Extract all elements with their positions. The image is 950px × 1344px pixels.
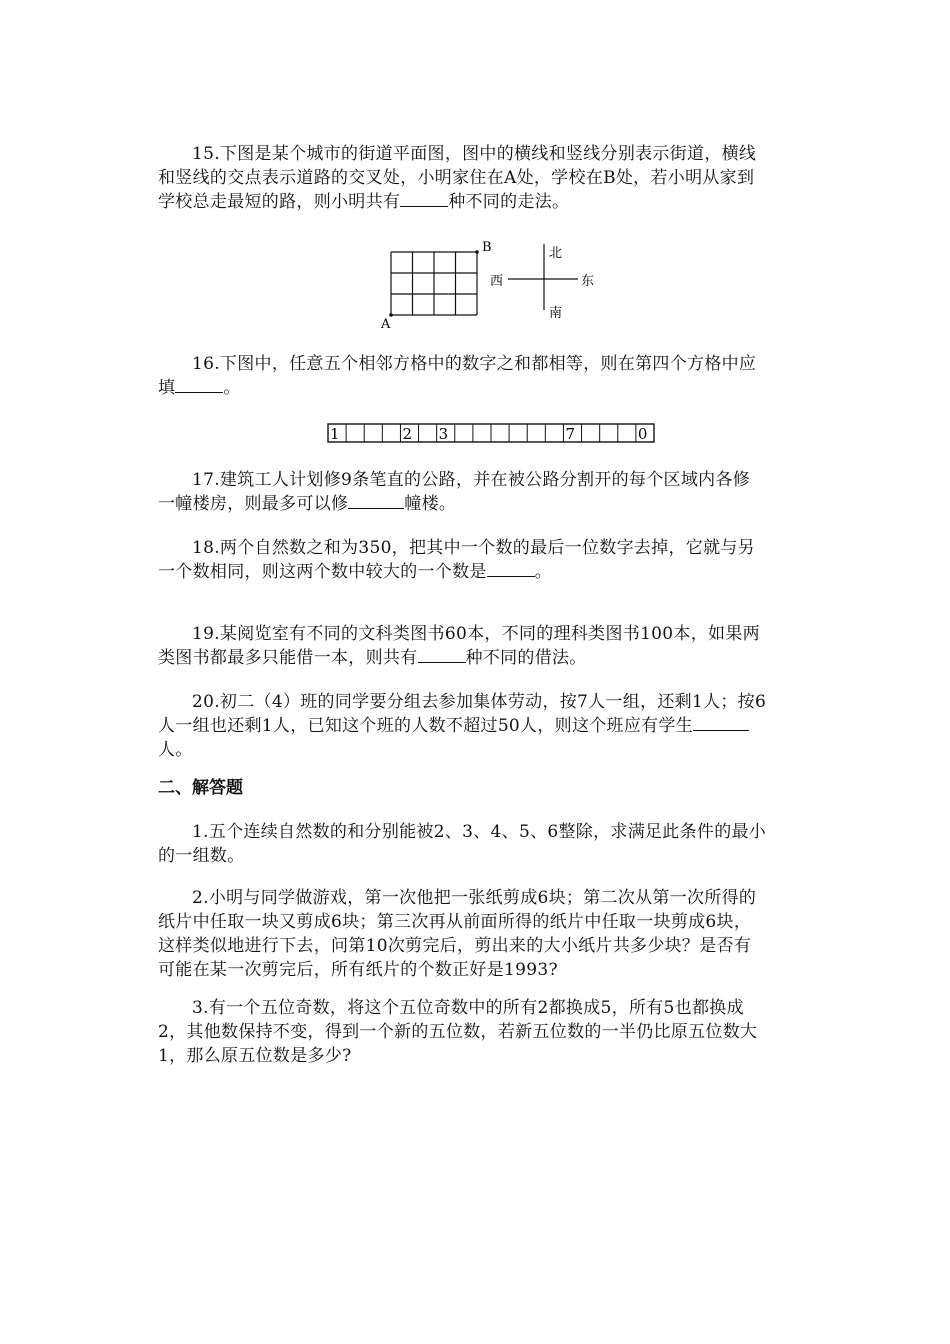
compass-north-label: 北 bbox=[549, 246, 563, 261]
problem-15-line-3: 学校总走最短的路，则小明共有 种不同的走法。 bbox=[158, 192, 570, 212]
question-1-line-1: 1.五个连续自然数的和分别能被2、3、4、5、6整除，求满足此条件的最小 bbox=[192, 822, 767, 842]
problem-19-line-2: 类图书都最多只能借一本，则共有 种不同的借法。 bbox=[158, 648, 587, 668]
compass-west-label: 西 bbox=[490, 274, 504, 289]
problem-20 bbox=[158, 690, 824, 762]
question-2-line-1: 2.小明与同学做游戏，第一次他把一张纸剪成6块；第二次从第一次所得的 bbox=[192, 888, 757, 908]
problem-17 bbox=[158, 468, 824, 516]
answer-blank bbox=[693, 714, 749, 731]
strip-cell-5: 2 bbox=[402, 425, 412, 443]
point-b-label: B bbox=[482, 240, 492, 255]
problem-18-line-1: 18.两个自然数之和为350，把其中一个数的最后一位数字去掉，它就与另 bbox=[192, 538, 755, 558]
problem-19 bbox=[158, 622, 824, 670]
question-2-line-2: 纸片中任取一块又剪成6块；第三次再从前面所得的纸片中任取一块剪成6块， bbox=[158, 912, 752, 932]
problem-19-line-1: 19.某阅览室有不同的文科类图书60本，不同的理科类图书100本，如果两 bbox=[192, 624, 760, 644]
answer-blank bbox=[348, 492, 404, 509]
question-3-line-3: 1，那么原五位数是多少? bbox=[158, 1046, 352, 1066]
problem-17-line-1: 17.建筑工人计划修9条笔直的公路，并在被公路分割开的每个区域内各修 bbox=[192, 470, 751, 490]
point-a-label: A bbox=[381, 317, 391, 332]
question-1 bbox=[158, 820, 824, 868]
strip-cell-14: 7 bbox=[565, 425, 575, 443]
problem-15-line-2: 和竖线的交点表示道路的交叉处，小明家住在A处，学校在B处，若小明从家到 bbox=[158, 168, 755, 188]
problem-20-line-1: 20.初二（4）班的同学要分组去参加集体劳动，按7人一组，还剩1人；按6 bbox=[192, 692, 767, 712]
answer-blank bbox=[487, 560, 535, 577]
compass-east-label: 东 bbox=[581, 274, 595, 289]
question-2 bbox=[158, 886, 824, 982]
problem-18 bbox=[158, 536, 824, 584]
problem-15-line-1: 15.下图是某个城市的街道平面图，图中的横线和竖线分别表示街道，横线 bbox=[192, 144, 757, 164]
compass-south-label: 南 bbox=[549, 306, 563, 321]
question-3 bbox=[158, 996, 824, 1068]
question-2-line-4: 可能在某一次剪完后，所有纸片的个数正好是1993? bbox=[158, 960, 558, 980]
question-1-line-2: 的一组数。 bbox=[158, 846, 245, 866]
problem-20-line-2: 人一组也还剩1人，已知这个班的人数不超过50人，则这个班应有学生 bbox=[158, 714, 824, 738]
question-3-line-2: 2，其他数保持不变，得到一个新的五位数，若新五位数的一半仍比原五位数大 bbox=[158, 1022, 758, 1042]
strip-cell-7: 3 bbox=[438, 425, 449, 443]
answer-blank bbox=[418, 646, 466, 663]
section-heading: 二、解答题 bbox=[158, 778, 243, 798]
problem-16-line-1: 16.下图中，任意五个相邻方格中的数字之和都相等，则在第四个方格中应 bbox=[192, 354, 757, 374]
strip-cell-1: 1 bbox=[330, 425, 340, 443]
problem-18-line-2: 一个数相同，则这两个数中较大的一个数是 。 bbox=[158, 562, 553, 582]
question-2-line-3: 这样类似地进行下去，问第10次剪完后，剪出来的大小纸片共多少块？是否有 bbox=[158, 936, 752, 956]
problem-17-line-2: 一幢楼房，则最多可以修 幢楼。 bbox=[158, 494, 457, 514]
strip-cell-18: 0 bbox=[637, 425, 648, 443]
problem-16-line-2: 填 。 bbox=[158, 378, 241, 398]
question-3-line-1: 3.有一个五位奇数，将这个五位奇数中的所有2都换成5，所有5也都换成 bbox=[192, 998, 744, 1018]
problem-20-line-3: 人。 bbox=[158, 740, 193, 760]
